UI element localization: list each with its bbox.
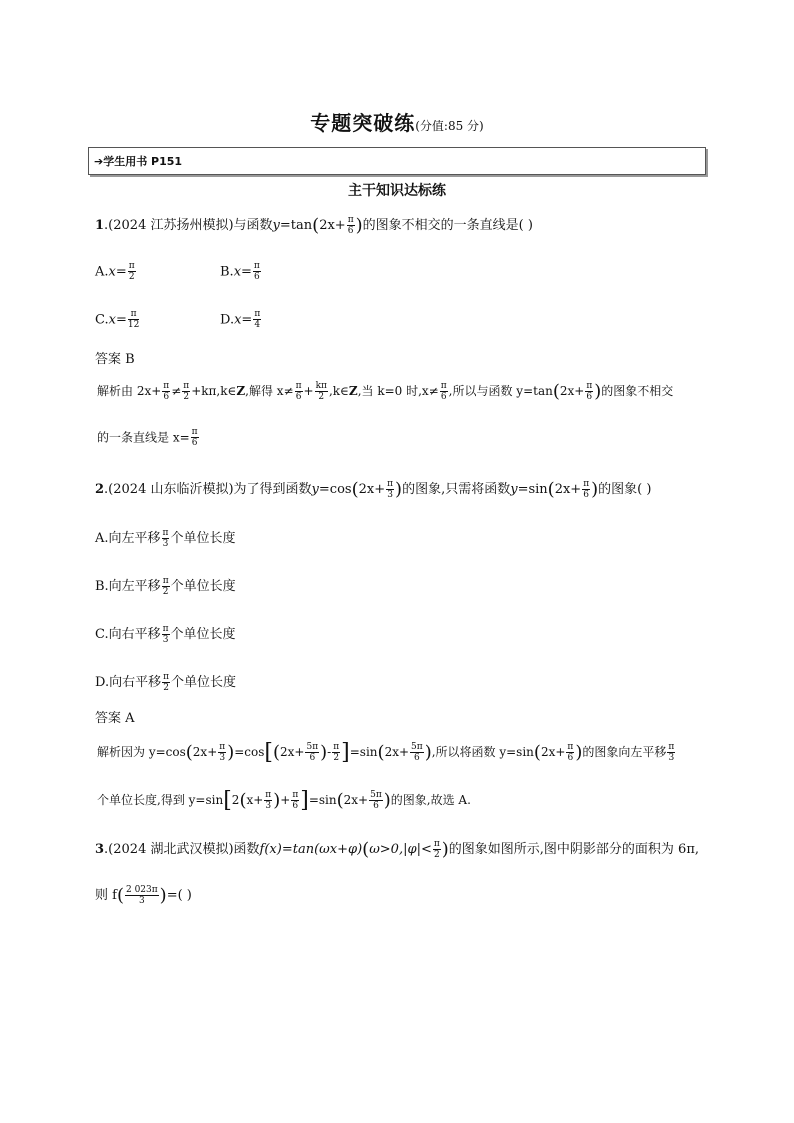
q2-option-a[interactable]: A.向左平移 $\frac{\pi}{3}$ 个单位长度 <box>95 527 236 549</box>
question-number: 1 <box>95 218 105 233</box>
student-book-bar <box>88 147 706 175</box>
question-number: 3 <box>95 842 105 857</box>
question-2: 2.(2024 山东临沂模拟)为了得到函数y=cos(2x+ $\frac{\pi}{3}$ )的图象,只需将函数y=sin(2x+ $\frac{\pi}{6}$ )的图象( ) <box>95 478 652 500</box>
arrow-icon: ➔ <box>94 155 104 168</box>
q1-option-c[interactable]: C.x= $\frac{\pi}{12}$ <box>95 309 140 330</box>
section-heading: 主干知识达标练 <box>348 183 446 199</box>
question-3-line2: 则 f( $\frac{2 023\pi}{3}$ )=( ) <box>95 884 192 906</box>
fraction: $\frac{\pi}{6}$ <box>347 214 354 236</box>
page-title <box>0 107 794 136</box>
question-number: 2 <box>95 482 105 497</box>
q1-solution-line2: 的一条直线是 x= $\frac{\pi}{6}$ <box>97 427 198 448</box>
question-3: 3.(2024 湖北武汉模拟)函数f(x)=tan(ωx+φ)(ω>0,|φ|< $\frac{\pi}{2}$ )的图象如图所示,图中阴影部分的面积为 6π, <box>95 838 700 860</box>
q2-option-b[interactable]: B.向左平移 $\frac{\pi}{2}$ 个单位长度 <box>95 575 236 597</box>
student-book-label: 学生用书 P151 <box>103 155 183 168</box>
q1-answer: 答案 B <box>95 352 135 367</box>
q2-solution-line1: 解析因为 y=cos(2x+ $\frac{\pi}{3}$ )=cos[(2x+ $\frac{5\pi}{6}$ )- $\frac{\pi}{2}$ ]=sin(2x+ $\frac{5\pi}{6}$ ),所以将函数 y=sin(2x+ $\frac{\pi}{6}$ )的图象向左平移 $\frac{\pi}{3}$ <box>97 740 675 765</box>
q2-option-d[interactable]: D.向右平移 $\frac{\pi}{2}$ 个单位长度 <box>95 671 237 693</box>
q2-solution-line2: 个单位长度,得到 y=sin[2(x+ $\frac{\pi}{3}$ )+ $\frac{\pi}{6}$ ]=sin(2x+ $\frac{5\pi}{6}$ )的图象,故选 A. <box>97 788 471 813</box>
q2-answer: 答案 A <box>95 711 135 726</box>
q1-option-b[interactable]: B.x= $\frac{\pi}{6}$ <box>220 261 260 282</box>
title-score: (分值:85 分) <box>415 119 484 133</box>
question-1: 1.(2024 江苏扬州模拟)与函数y=tan(2x+ $\frac{\pi}{6}$ )的图象不相交的一条直线是( ) <box>95 214 533 236</box>
q1-option-a[interactable]: A.x= $\frac{\pi}{2}$ <box>95 261 135 282</box>
q1-option-d[interactable]: D.x= $\frac{\pi}{4}$ <box>220 309 261 330</box>
q2-option-c[interactable]: C.向右平移 $\frac{\pi}{3}$ 个单位长度 <box>95 623 236 645</box>
q1-solution-line1: 解析由 2x+ $\frac{\pi}{6}$ ≠ $\frac{\pi}{2}$ +kπ,k∈Z,解得 x≠ $\frac{\pi}{6}$ + $\frac{k\pi}{2}$ ,k∈Z,当 k=0 时,x≠ $\frac{\pi}{6}$ ,所以与函数 y=tan(2x+ $\frac{\pi}{6}$ )的图象不相交 <box>97 380 674 402</box>
title-main: 专题突破练 <box>310 111 416 135</box>
